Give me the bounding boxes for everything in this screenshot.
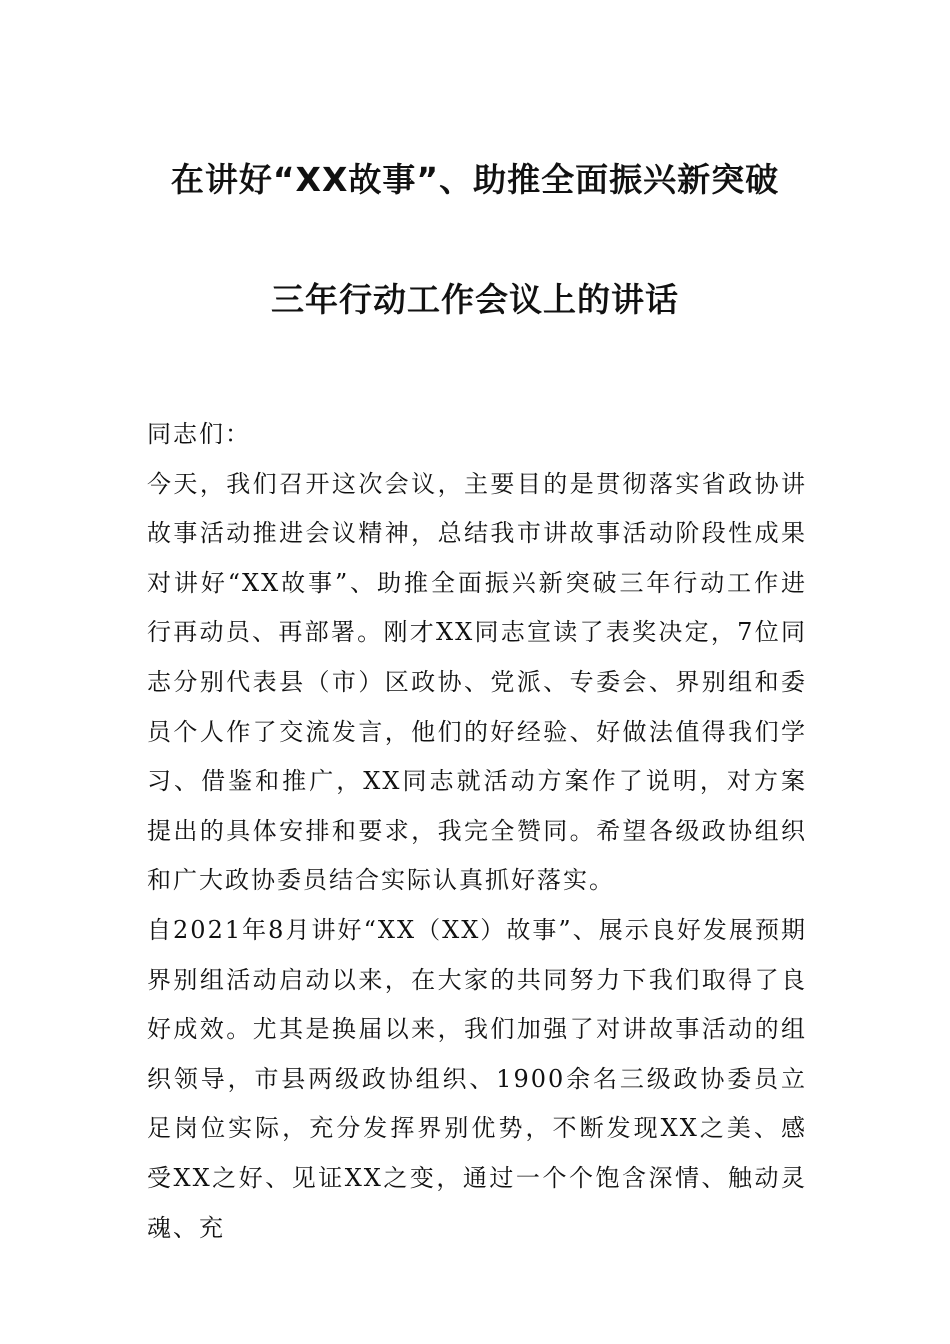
paragraph-2: 自2021年8月讲好“XX（XX）故事”、展示良好发展预期界别组活动启动以来，在大家的共同努力下我们取得了良好成效。尤其是换届以来，我们加强了对讲故事活动的组织领导，市县两级政协组织、1900余名三级政协委员立足岗位实际，充分发挥界别优势，不断发现XX之美、感受XX之好、见证XX之变，通过一个个饱含深情、触动灵魂、充 — [147, 915, 807, 1242]
document-title-line-2: 三年行动工作会议上的讲话 — [271, 280, 679, 319]
salutation: 同志们： — [147, 420, 251, 448]
document-title-line-1: 在讲好“XX故事”、助推全面振兴新突破 — [170, 160, 780, 199]
document-body — [147, 410, 807, 1253]
paragraph-1: 今天，我们召开这次会议，主要目的是贯彻落实省政协讲故事活动推进会议精神，总结我市讲故事活动阶段性成果对讲好“XX故事”、助推全面振兴新突破三年行动工作进行再动员、再部署。刚才XX同志宣读了表奖决定，7位同志分别代表县（市）区政协、党派、专委会、界别组和委员个人作了交流发言，他们的好经验、好做法值得我们学习、借鉴和推广，XX同志就活动方案作了说明，对方案提出的具体安排和要求，我完全赞同。希望各级政协组织和广大政协委员结合实际认真抓好落实。 — [147, 469, 807, 895]
